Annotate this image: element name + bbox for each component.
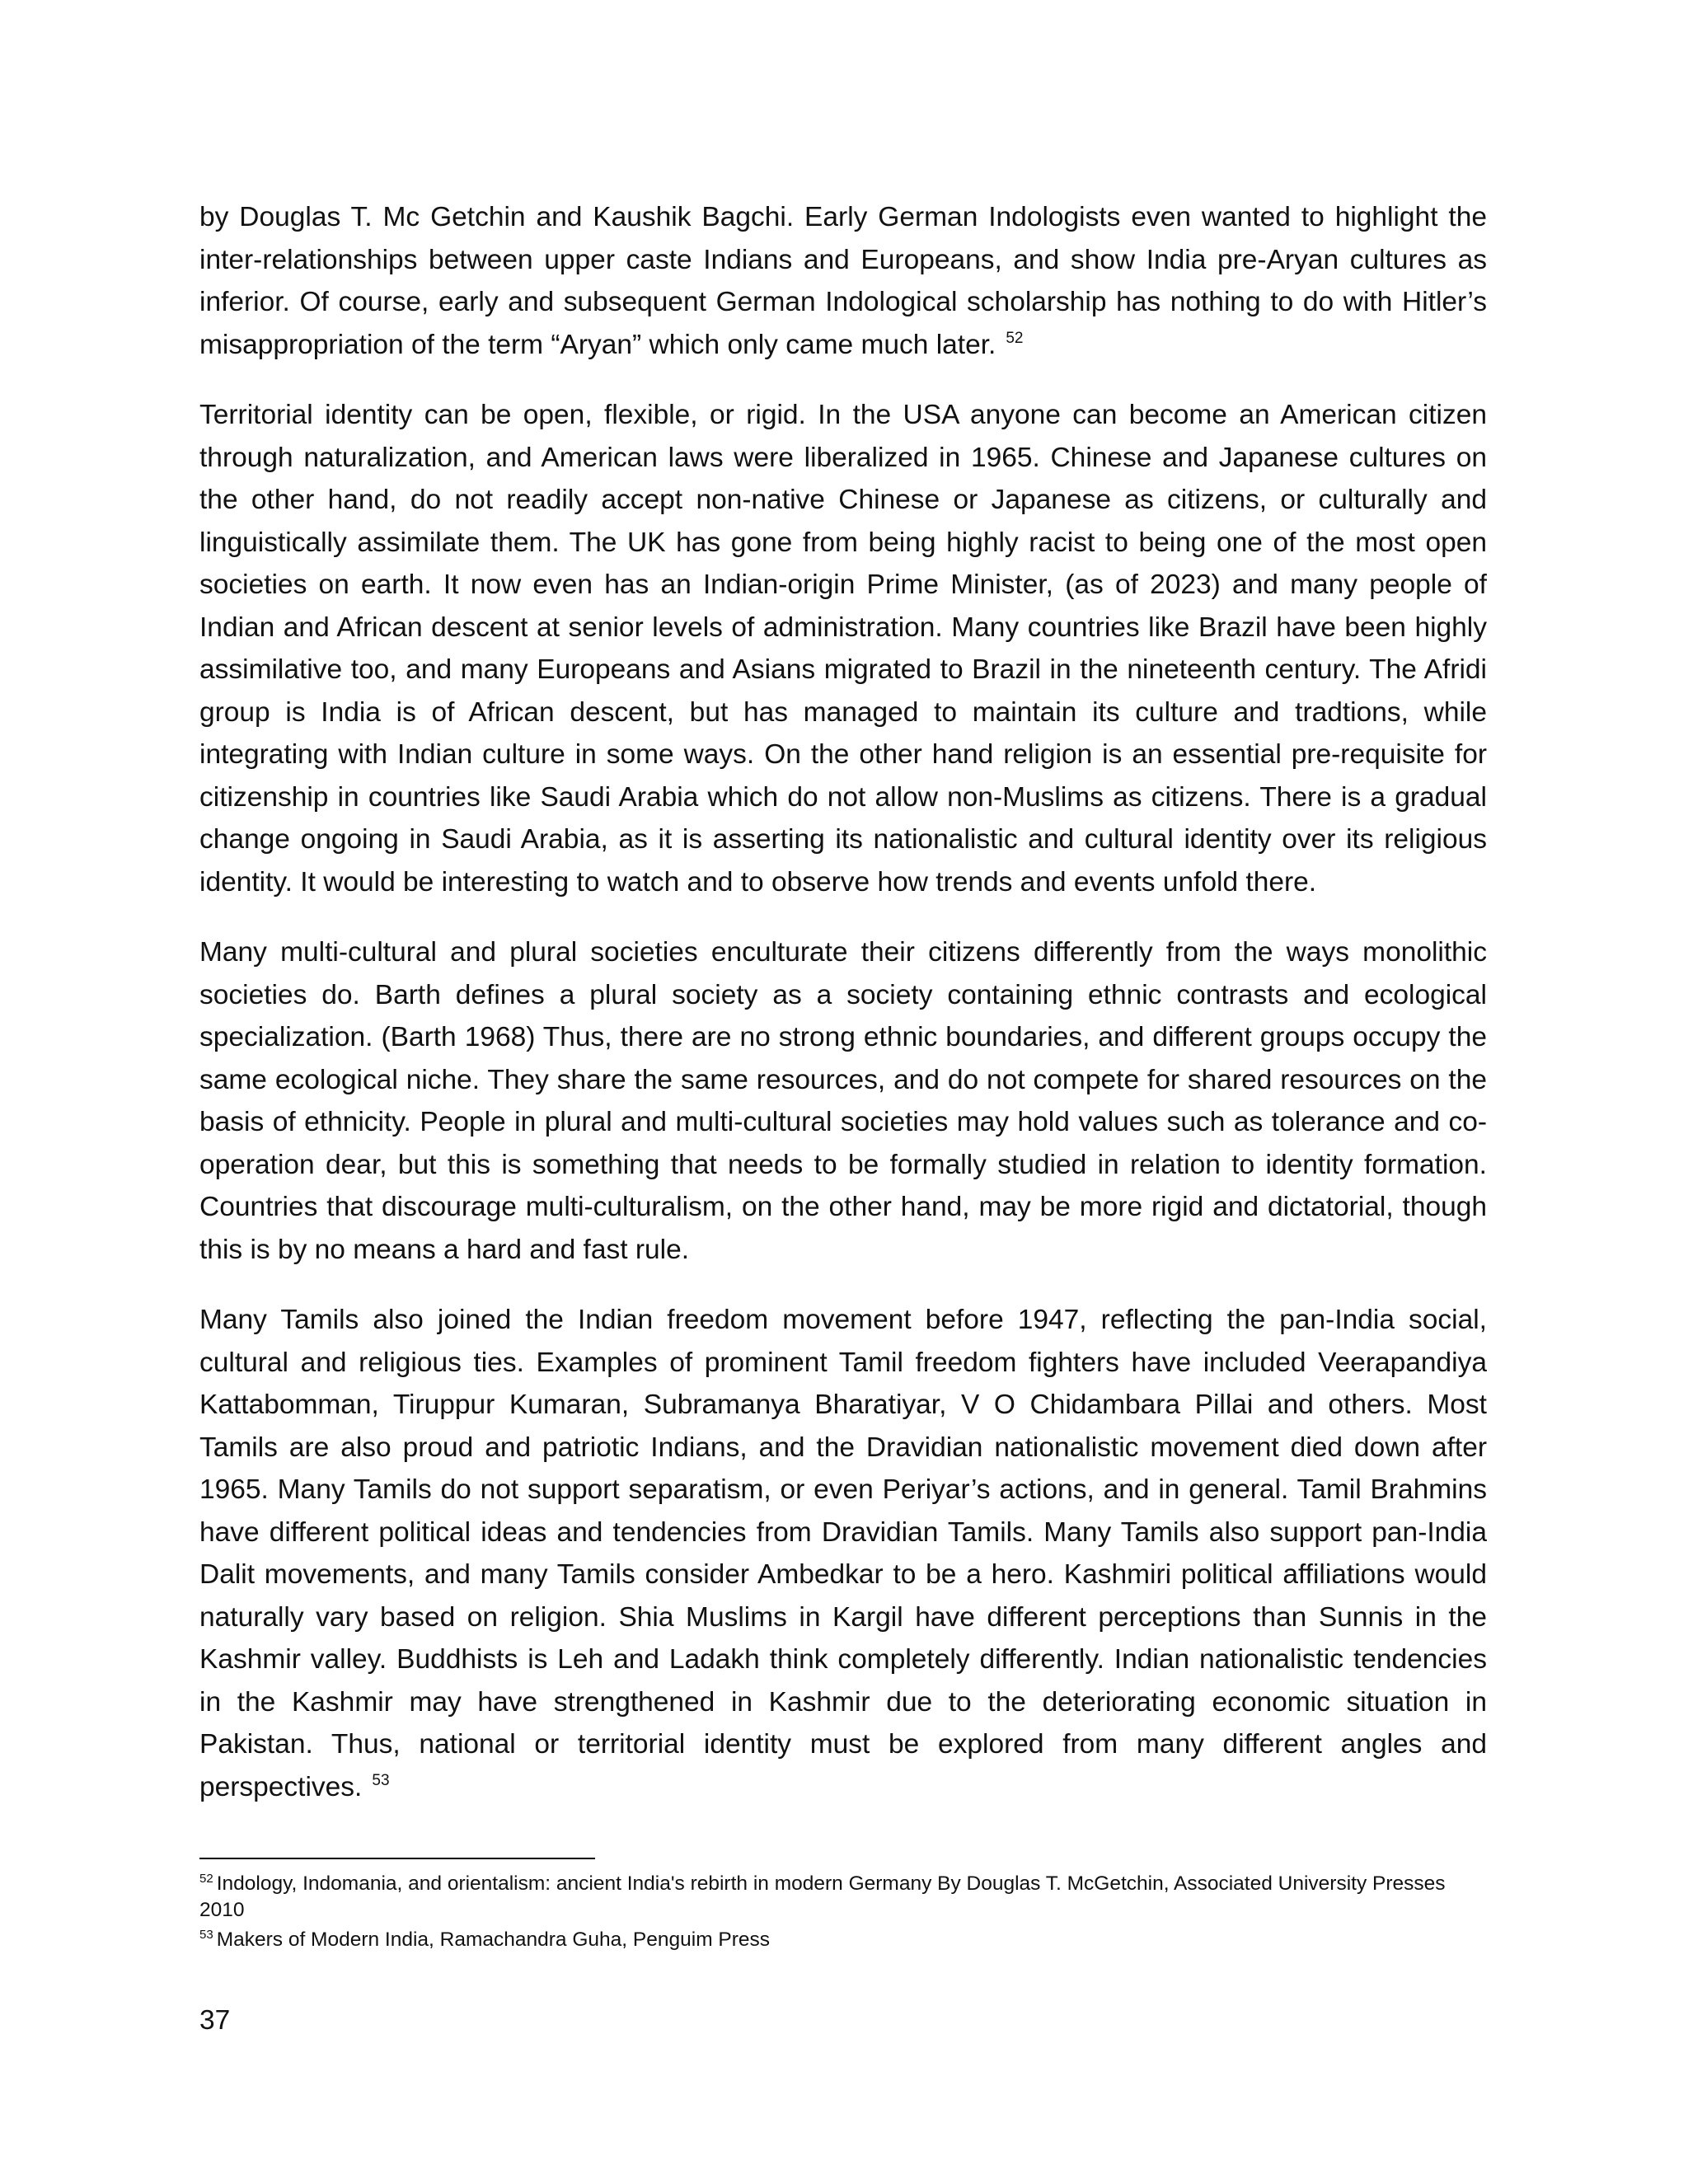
paragraph-1 [199,196,1487,366]
paragraph-3 [199,931,1487,1271]
footnote-ref-52[interactable]: 52 [1006,330,1024,348]
footnote-text: Indology, Indomania, and orientalism: ancient India's rebirth in modern Germany By Douglas T. McGetchin, Associated University Presses 2010 [199,1872,1446,1921]
paragraph-2 [199,394,1487,903]
body-text [199,196,1487,1836]
footnote-number: 52 [199,1871,213,1886]
footnote-number: 53 [199,1927,213,1942]
page-number: 37 [199,2005,231,2036]
footnote-text: Makers of Modern India, Ramachandra Guha, Penguim Press [216,1929,771,1951]
paragraph-4 [199,1299,1487,1808]
footnote-ref-53[interactable]: 53 [372,1772,390,1790]
paragraph-1-text: by Douglas T. Mc Getchin and Kaushik Bagchi. Early German Indologists even wanted to highlight the inter-relationships between upper caste Indians and Europeans, and show India pre-Aryan cultures as inferior. Of course, early and subsequent German Indological scholarship has nothing to do with Hitler’s misappropriation of the term “Aryan” which only came much later. [199,202,1487,360]
footnote-separator [199,1858,595,1859]
footnote-53 [199,1927,1487,1953]
footnotes [199,1871,1487,1957]
paragraph-2-text: Territorial identity can be open, flexible, or rigid. In the USA anyone can become an American citizen through naturalization, and American laws were liberalized in 1965. Chinese and Japanese cultures on the other hand, do not readily accept non-native Chinese or Japanese as citizens, or culturally and linguistically assimilate them. The UK has gone from being highly racist to being one of the most open societies on earth. It now even has an Indian-origin Prime Minister, (as of 2023) and many people of Indian and African descent at senior levels of administration. Many countries like Brazil have been highly assimilative too, and many Europeans and Asians migrated to Brazil in the nineteenth century. The Afridi group is India is of African descent, but has managed to maintain its culture and tradtions, while integrating with Indian culture in some ways. On the other hand religion is an essential pre-requisite for citizenship in countries like Saudi Arabia which do not allow non-Muslims as citizens. There is a gradual change ongoing in Saudi Arabia, as it is asserting its nationalistic and cultural identity over its religious identity. It would be interesting to watch and to observe how trends and events unfold there. [199,400,1487,898]
paragraph-4-text: Many Tamils also joined the Indian freedom movement before 1947, reflecting the pan-India social, cultural and religious ties. Examples of prominent Tamil freedom fighters have included Veerapandiya Kattabomman, Tiruppur Kumaran, Subramanya Bharatiyar, V O Chidambara Pillai and others. Most Tamils are also proud and patriotic Indians, and the Dravidian nationalistic movement died down after 1965. Many Tamils do not support separatism, or even Periyar’s actions, and in general. Tamil Brahmins have different political ideas and tendencies from Dravidian Tamils. Many Tamils also support pan-India Dalit movements, and many Tamils consider Ambedkar to be a hero. Kashmiri political affiliations would naturally vary based on religion. Shia Muslims in Kargil have different perceptions than Sunnis in the Kashmir valley. Buddhists is Leh and Ladakh think completely differently. Indian nationalistic tendencies in the Kashmir may have strengthened in Kashmir due to the deteriorating economic situation in Pakistan. Thus, national or territorial identity must be explored from many different angles and perspectives. [199,1305,1487,1802]
paragraph-3-text: Many multi-cultural and plural societies enculturate their citizens differently from the ways monolithic societies do. Barth defines a plural society as a society containing ethnic contrasts and ecological specialization. (Barth 1968) Thus, there are no strong ethnic boundaries, and different groups occupy the same ecological niche. They share the same resources, and do not compete for shared resources on the basis of ethnicity. People in plural and multi-cultural societies may hold values such as tolerance and co-operation dear, but this is something that needs to be formally studied in relation to identity formation. Countries that discourage multi-culturalism, on the other hand, may be more rigid and dictatorial, though this is by no means a hard and fast rule. [199,937,1487,1265]
footnote-52 [199,1871,1487,1924]
